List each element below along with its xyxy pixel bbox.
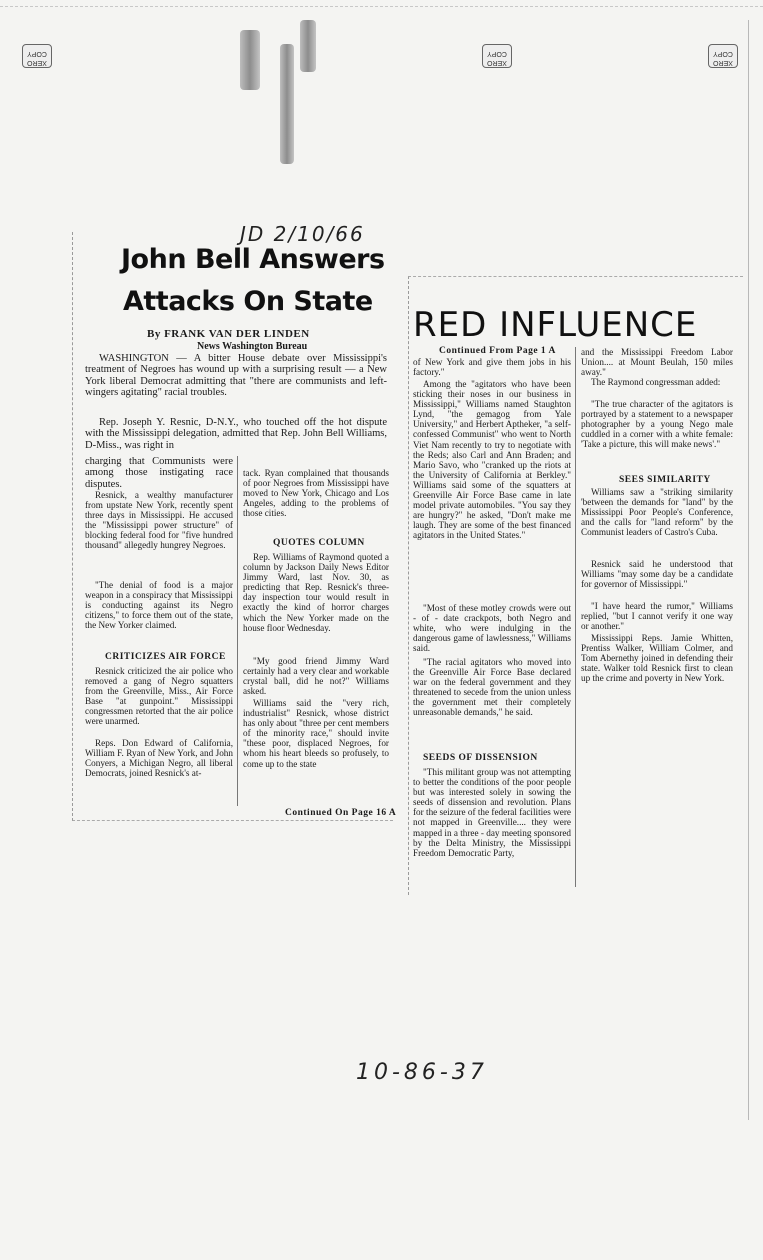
binder-clip-mark xyxy=(240,30,260,90)
article-paragraph: Resnick said he understood that Williams "may some day be a candidate for governor of Mississippi." xyxy=(581,559,733,590)
binder-clip-mark xyxy=(280,44,294,164)
subhead: SEES SIMILARITY xyxy=(619,475,711,485)
article-paragraph: "The true character of the agitators is portrayed by a statement to a newspaper photographer by a young Nego male cuddled in a corner with a white female: 'Take a picture, this will make news'." xyxy=(581,399,733,450)
article-paragraph: "The racial agitators who moved into the Greenville Air Force Base declared war on the federal government and they threatened to secede from the union unless the government met their completely unreasonable demands," he said. xyxy=(413,657,571,718)
article-paragraph: "My good friend Jimmy Ward certainly had a very clear and workable crystal ball, did he not?" Williams asked. xyxy=(243,656,389,697)
article-paragraph: of New York and give them jobs in his factory." xyxy=(413,357,571,378)
left-headline-line2: Attacks On State xyxy=(123,286,373,317)
handwritten-file-number: 10-86-37 xyxy=(356,1060,488,1085)
subhead: SEEDS OF DISSENSION xyxy=(423,753,538,763)
continued-line: Continued From Page 1 A xyxy=(439,346,556,356)
byline: By FRANK VAN DER LINDEN xyxy=(147,328,310,340)
article-paragraph: Rep. Williams of Raymond quoted a column by Jackson Daily News Editor Jimmy Ward, last Nov. 30, as predicting that Rep. Resnick's three-day inspection tour would result in exactly the kind of horror charges which the New Yorker made on the house floor Wednesday. xyxy=(243,552,389,633)
column-divider xyxy=(575,347,576,887)
lede-paragraph: WASHINGTON — A bitter House debate over Mississippi's treatment of Negroes has wound up with a surprising result — a New York liberal Democrat admitting that "there are communists and left-wingers agitating" racial troubles. xyxy=(85,353,387,399)
article-paragraph: charging that Communists were among those instigating race disputes. xyxy=(85,456,233,490)
article-paragraph: Resnick criticized the air police who removed a gang of Negro squatters from the Greenville, Miss., Air Force Base "at gunpoint." Mississippi congressmen retorted that the air police were unarmed. xyxy=(85,666,233,727)
xerox-stamp-icon: XERO COPY xyxy=(482,44,512,68)
right-article-clipping xyxy=(408,276,743,895)
binder-clip-mark xyxy=(300,20,316,72)
continued-line: Continued On Page 16 A xyxy=(285,808,397,818)
article-paragraph: The Raymond congressman added: xyxy=(591,377,721,387)
left-article-clipping xyxy=(72,232,397,821)
article-paragraph: Williams said the "very rich, industrialist" Resnick, whose district has only about "three per cent members of the minority race," should invite "these poor, displaced Negroes, for whom his heart bleeds so profusely, to come up to the state xyxy=(243,698,389,769)
article-paragraph: Williams saw a "striking similarity 'between the demands for "land" by the Mississippi Poor People's Conference, and the calls for "land reform" by the Communist leaders of Castro's Cuba. xyxy=(581,487,733,538)
column-divider xyxy=(237,456,238,806)
article-paragraph: Reps. Don Edward of California, William F. Ryan of New York, and John Conyers, a Michigan Negro, all liberal Democrats, joined Resnick's at- xyxy=(85,738,233,779)
article-paragraph: "Most of these motley crowds were out - of - date crackpots, both Negro and white, who were indulging in the dangerous game of lawlessness," Williams said. xyxy=(413,603,571,654)
article-paragraph: tack. Ryan complained that thousands of poor Negroes from Mississippi have moved to New York, Chicago and Los Angeles, adding to the problems of those cities. xyxy=(243,468,389,519)
left-headline-line1: John Bell Answers xyxy=(121,244,385,275)
article-paragraph: Resnick, a wealthy manufacturer from upstate New York, recently spent three days in Mississippi. He accused the "Mississippi power structure" of blocking federal food for "five hundred thousand" allegedly hungrey Negroes. xyxy=(85,490,233,551)
right-headline: RED INFLUENCE xyxy=(413,305,698,345)
article-paragraph: "I have heard the rumor," Williams replied, "but I cannot verify it one way or another." xyxy=(581,601,733,632)
article-paragraph: Among the "agitators who have been sticking their noses in our business in Mississippi," Williams named Staughton Lynd, "the gemagog from Yale University," and Herbert Aptheker, "a self-confessed Communist" who went to North Viet Nam recently to try to negotiate with the Reds; also Carl and Ann Braden; and Mario Savo, who "cranked up the riots at the University of California at Berkley." Williams said some of the squatters at Greenville Air Force Base came in late model private automobiles. "You say they are hungry?" he asked, "Don't make me laugh. They are some of the best financed agitators in the United States." xyxy=(413,379,571,541)
article-paragraph: Mississippi Reps. Jamie Whitten, Prentiss Walker, William Colmer, and Tom Abernethy joined in defending their state. Walker told Resnick first to clean up the crime and poverty in New York. xyxy=(581,633,733,684)
scan-top-edge xyxy=(0,6,763,8)
xerox-stamp-icon: XERO COPY xyxy=(708,44,738,68)
scan-right-edge xyxy=(748,20,749,1120)
bureau: News Washington Bureau xyxy=(197,341,308,352)
handwritten-date: JD 2/10/66 xyxy=(240,222,365,246)
xerox-stamp-icon: XERO COPY xyxy=(22,44,52,68)
subhead: CRITICIZES AIR FORCE xyxy=(105,652,226,662)
article-paragraph: and the Mississippi Freedom Labor Union.... at Mount Beulah, 150 miles away." xyxy=(581,347,733,378)
article-paragraph: "This militant group was not attempting to better the conditions of the poor people but was interested solely in sowing the seeds of dissension and revolution. Plans for the seizure of the federal facilities were not mapped in Greenville.... they were mapped in a three - day meeting sponsored by the Delta Ministry, the Mississippi Freedom Democratic Party, xyxy=(413,767,571,858)
subhead: QUOTES COLUMN xyxy=(273,538,365,548)
article-paragraph: Rep. Joseph Y. Resnic, D-N.Y., who touched off the hot dispute with the Mississippi delegation, admitted that Rep. John Bell Williams, D-Miss., was right in xyxy=(85,417,387,451)
article-paragraph: "The denial of food is a major weapon in a conspiracy that Mississippi is conducting against its Negro citizens," to force them out of the state, the New Yorker claimed. xyxy=(85,580,233,631)
